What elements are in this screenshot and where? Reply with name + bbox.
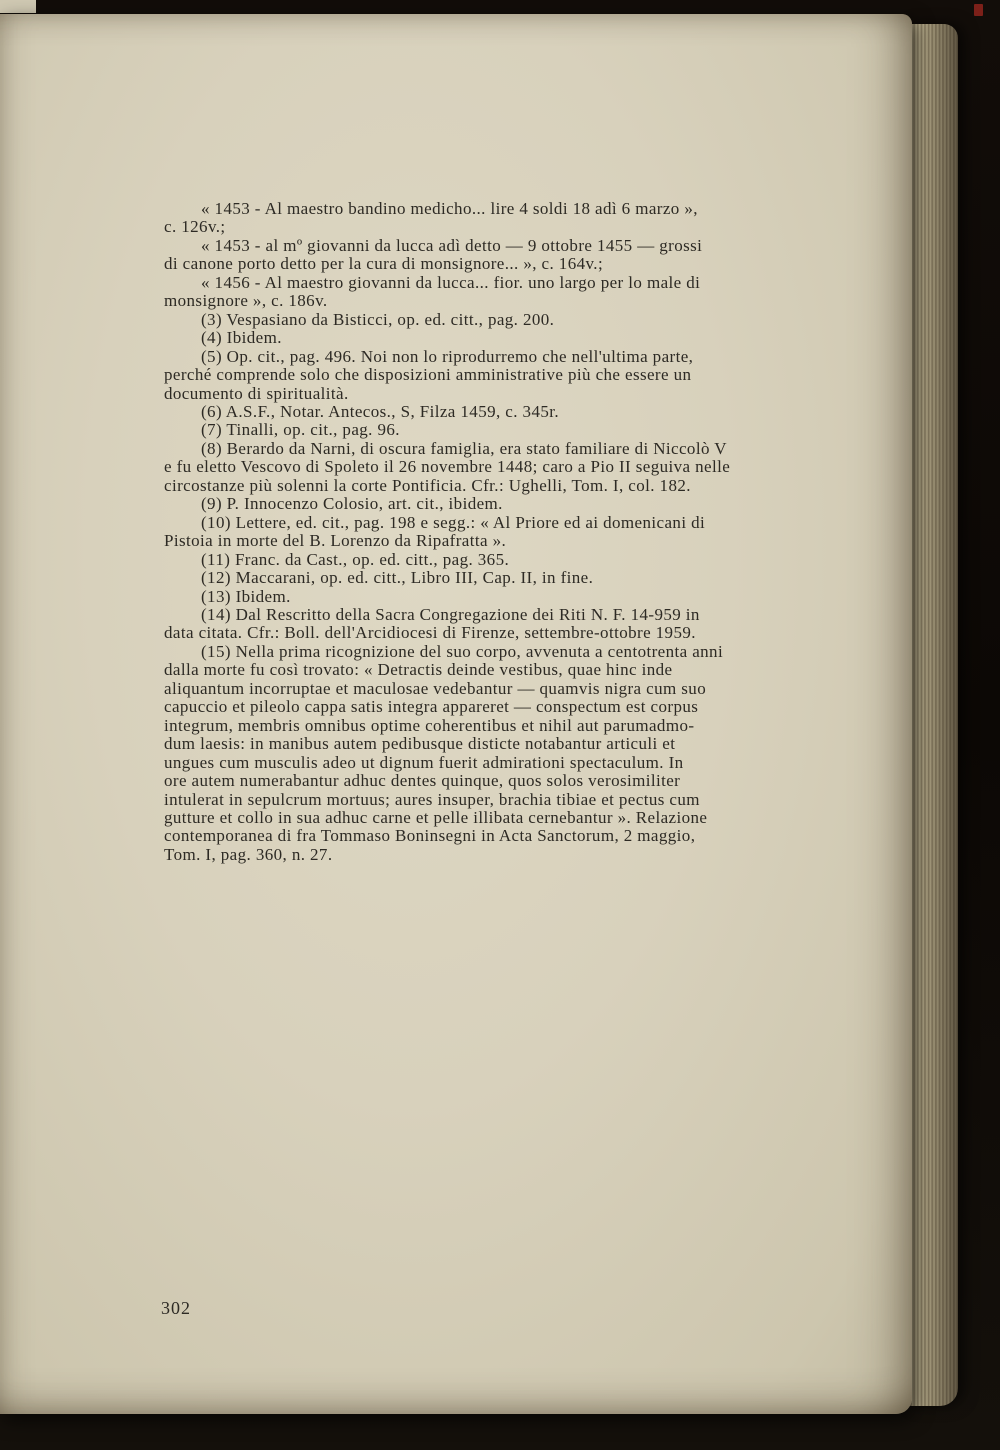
paragraph xyxy=(164,311,860,329)
text-line: dum laesis: in manibus autem pedibusque disticte notabantur articuli et xyxy=(164,734,676,754)
text-line: perché comprende solo che disposizioni amministrative più che essere un xyxy=(164,365,692,385)
footnotes-block xyxy=(164,200,860,864)
text-line: aliquantum incorruptae et maculosae vedebantur — quamvis nigra cum suo xyxy=(164,678,707,698)
paragraph xyxy=(164,329,860,347)
text-line: contemporanea di fra Tommaso Boninsegni in Acta Sanctorum, 2 maggio, xyxy=(164,826,696,846)
text-line: intulerat in sepulcrum mortuus; aures insuper, brachia tibiae et pectus cum xyxy=(164,789,700,809)
text-line: c. 126v.; xyxy=(164,217,226,237)
text-line: (8) Berardo da Narni, di oscura famiglia, era stato familiare di Niccolò V xyxy=(201,438,727,458)
text-line: di canone porto detto per la cura di monsignore... », c. 164v.; xyxy=(164,254,604,274)
text-line: data citata. Cfr.: Boll. dell'Arcidiocesi di Firenze, settembre-ottobre 1959. xyxy=(164,623,696,643)
paragraph xyxy=(164,200,860,237)
text-line: dalla morte fu così trovato: « Detractis deinde vestibus, quae hinc inde xyxy=(164,660,673,680)
text-line: integrum, membris omnibus optime coherentibus et nihil aut parumadmo- xyxy=(164,715,695,735)
book-page xyxy=(0,14,912,1414)
text-line: (15) Nella prima ricognizione del suo corpo, avvenuta a centotrenta anni xyxy=(201,641,724,661)
paragraph xyxy=(164,588,860,606)
paragraph xyxy=(164,421,860,439)
text-line: (10) Lettere, ed. cit., pag. 198 e segg.: « Al Priore ed ai domenicani di xyxy=(201,512,706,532)
paragraph xyxy=(164,403,860,421)
text-line: ungues cum musculis adeo ut dignum fuerit admirationi spectaculum. In xyxy=(164,752,684,772)
paragraph xyxy=(164,495,860,513)
paragraph xyxy=(164,440,860,495)
text-line: (7) Tinalli, op. cit., pag. 96. xyxy=(201,420,400,440)
text-line: (14) Dal Rescritto della Sacra Congregazione dei Riti N. F. 14-959 in xyxy=(201,604,700,624)
text-line: monsignore », c. 186v. xyxy=(164,291,328,311)
text-line: « 1453 - Al maestro bandino medicho... lire 4 soldi 18 adì 6 marzo », xyxy=(201,199,698,218)
text-line: ore autem numerabantur adhuc dentes quinque, quos solos verosimiliter xyxy=(164,771,681,791)
text-line: capuccio et pileolo cappa satis integra appareret — conspectum est corpus xyxy=(164,697,699,717)
text-line: (13) Ibidem. xyxy=(201,586,291,606)
page-number: 302 xyxy=(161,1298,191,1318)
text-line: (4) Ibidem. xyxy=(201,328,282,348)
paragraph xyxy=(164,606,860,643)
book-fore-edge-pages xyxy=(908,24,958,1406)
paragraph xyxy=(164,274,860,311)
text-line: Pistoia in morte del B. Lorenzo da Ripafratta ». xyxy=(164,531,507,551)
text-line: (11) Franc. da Cast., op. ed. citt., pag. 365. xyxy=(201,549,510,569)
paragraph xyxy=(164,569,860,587)
text-line: circostanze più solenni la corte Pontificia. Cfr.: Ughelli, Tom. I, col. 182. xyxy=(164,475,691,495)
text-line: (6) A.S.F., Notar. Antecos., S, Filza 1459, c. 345r. xyxy=(201,401,560,421)
text-line: gutture et collo in sua adhuc carne et pelle illibata cernebantur ». Relazione xyxy=(164,807,708,827)
paragraph xyxy=(164,514,860,551)
page-top-edge xyxy=(0,0,36,13)
text-line: (3) Vespasiano da Bisticci, op. ed. citt., pag. 200. xyxy=(201,309,555,329)
text-line: Tom. I, pag. 360, n. 27. xyxy=(164,844,333,864)
text-line: « 1453 - al mº giovanni da lucca adì detto — 9 ottobre 1455 — grossi xyxy=(201,235,703,255)
text-line: (12) Maccarani, op. ed. citt., Libro III, Cap. II, in fine. xyxy=(201,568,594,588)
scan-artifact-mark xyxy=(974,4,983,16)
paragraph xyxy=(164,348,860,403)
text-line: (9) P. Innocenzo Colosio, art. cit., ibidem. xyxy=(201,494,503,514)
text-line: « 1456 - Al maestro giovanni da lucca... fior. uno largo per lo male di xyxy=(201,272,701,292)
paragraph xyxy=(164,237,860,274)
text-line: e fu eletto Vescovo di Spoleto il 26 novembre 1448; caro a Pio II seguiva nelle xyxy=(164,457,731,477)
text-line: (5) Op. cit., pag. 496. Noi non lo riprodurremo che nell'ultima parte, xyxy=(201,346,694,366)
paragraph xyxy=(164,551,860,569)
paragraph xyxy=(164,643,860,864)
text-line: documento di spiritualità. xyxy=(164,383,349,403)
